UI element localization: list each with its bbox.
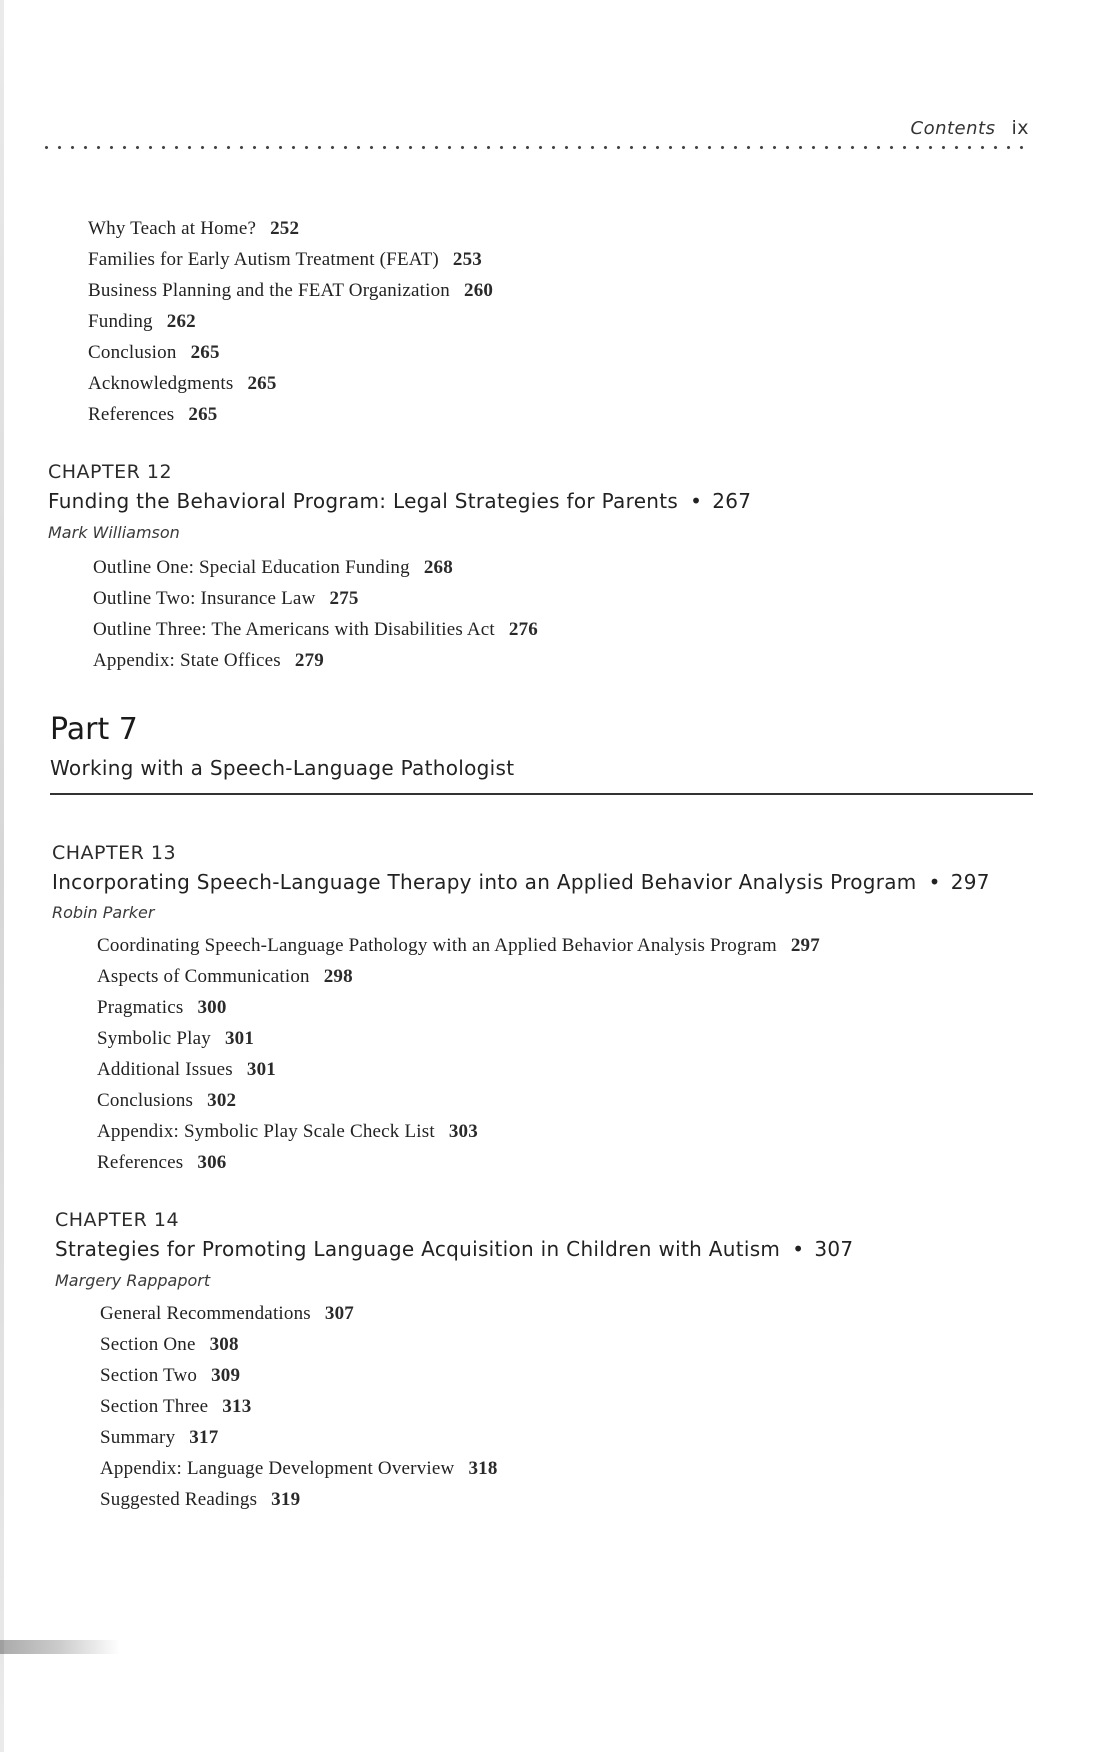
- toc-entry[interactable]: [100, 1396, 251, 1418]
- entry-title: Section Two: [100, 1365, 198, 1386]
- entry-title: Why Teach at Home?: [88, 218, 257, 239]
- entry-title: References: [88, 404, 175, 425]
- toc-entry[interactable]: [97, 1121, 478, 1143]
- entry-page: 300: [197, 997, 227, 1018]
- running-head: [911, 117, 1030, 139]
- toc-entry[interactable]: [93, 619, 538, 641]
- chapter-12-author: Mark Williamson: [48, 523, 180, 542]
- entry-page: 260: [464, 280, 494, 301]
- toc-entry[interactable]: [93, 650, 324, 672]
- entry-page: 303: [448, 1121, 478, 1142]
- toc-entry[interactable]: [100, 1303, 354, 1325]
- entry-title: Conclusion: [88, 342, 177, 363]
- toc-entry[interactable]: [93, 557, 453, 579]
- chapter-14-author: Margery Rappaport: [55, 1271, 211, 1290]
- entry-title: Appendix: Language Development Overview: [100, 1458, 455, 1479]
- chapter-13-title-line[interactable]: [52, 870, 990, 894]
- entry-title: Additional Issues: [97, 1059, 233, 1080]
- entry-page: 319: [271, 1489, 301, 1510]
- entry-page: 265: [188, 404, 218, 425]
- toc-entry[interactable]: [88, 404, 218, 426]
- entry-page: 265: [190, 342, 220, 363]
- toc-entry[interactable]: [88, 280, 493, 302]
- toc-entry[interactable]: [100, 1458, 498, 1480]
- toc-entry[interactable]: [100, 1427, 218, 1449]
- chapter-title-text: Strategies for Promoting Language Acquisition in Children with Autism: [55, 1237, 781, 1261]
- toc-entry[interactable]: [97, 997, 227, 1019]
- toc-entry[interactable]: [97, 935, 820, 957]
- chapter-title-text: Funding the Behavioral Program: Legal Strategies for Parents: [48, 489, 679, 513]
- entry-page: 307: [324, 1303, 355, 1324]
- toc-entry[interactable]: [88, 342, 220, 364]
- entry-title: References: [97, 1152, 184, 1173]
- toc-entry[interactable]: [97, 966, 353, 988]
- entry-title: Pragmatics: [97, 997, 184, 1018]
- page-number: ix: [1011, 117, 1029, 139]
- chapter-title-text: Incorporating Speech-Language Therapy into an Applied Behavior Analysis Program: [52, 870, 917, 894]
- part-divider-rule: [50, 793, 1033, 795]
- entry-title: Summary: [100, 1427, 176, 1448]
- toc-entry[interactable]: [88, 373, 277, 395]
- entry-page: 265: [247, 373, 277, 394]
- toc-entry[interactable]: [88, 311, 196, 333]
- entry-page: 268: [423, 557, 453, 578]
- entry-title: Symbolic Play: [97, 1028, 211, 1049]
- entry-title: Business Planning and the FEAT Organization: [88, 280, 451, 301]
- toc-entry[interactable]: [93, 588, 359, 610]
- entry-page: 318: [468, 1458, 498, 1479]
- entry-page: 275: [329, 588, 359, 609]
- entry-page: 309: [211, 1365, 241, 1386]
- toc-entry[interactable]: [100, 1365, 240, 1387]
- toc-entry[interactable]: [97, 1028, 254, 1050]
- toc-entry[interactable]: [88, 218, 299, 240]
- entry-title: Outline Three: The Americans with Disabilities Act: [93, 619, 495, 640]
- scan-binding-shadow: [0, 1640, 120, 1654]
- toc-entry[interactable]: [100, 1489, 300, 1511]
- part-7-subtitle: Working with a Speech-Language Pathologist: [50, 756, 515, 780]
- chapter-14-label: CHAPTER 14: [55, 1209, 180, 1231]
- entry-page: 298: [323, 966, 353, 987]
- entry-title: Acknowledgments: [88, 373, 234, 394]
- entry-page: 313: [222, 1396, 252, 1417]
- entry-page: 297: [790, 935, 820, 956]
- bullet-separator: •: [792, 1237, 805, 1261]
- dotted-rule: [40, 145, 1029, 150]
- toc-entry[interactable]: [97, 1152, 227, 1174]
- entry-page: 301: [224, 1028, 255, 1049]
- part-7-title: Part 7: [50, 712, 138, 747]
- entry-page: 317: [189, 1427, 219, 1448]
- running-head-label: Contents: [910, 118, 996, 139]
- entry-title: Coordinating Speech-Language Pathology with an Applied Behavior Analysis Program: [97, 935, 777, 956]
- entry-title: Families for Early Autism Treatment (FEAT): [88, 249, 439, 270]
- entry-title: Section Three: [100, 1396, 209, 1417]
- entry-page: 276: [508, 619, 538, 640]
- entry-page: 302: [207, 1090, 237, 1111]
- toc-entry[interactable]: [100, 1334, 239, 1356]
- chapter-page: 267: [712, 489, 752, 513]
- entry-title: Appendix: State Offices: [93, 650, 281, 671]
- chapter-13-author: Robin Parker: [52, 903, 155, 922]
- page-edge-shadow: [0, 0, 4, 1752]
- entry-page: 308: [209, 1334, 239, 1355]
- toc-entry[interactable]: [97, 1059, 276, 1081]
- bullet-separator: •: [928, 870, 941, 894]
- entry-title: Aspects of Communication: [97, 966, 310, 987]
- entry-title: Suggested Readings: [100, 1489, 258, 1510]
- entry-page: 279: [294, 650, 324, 671]
- entry-page: 306: [197, 1152, 227, 1173]
- entry-title: General Recommendations: [100, 1303, 311, 1324]
- entry-title: Section One: [100, 1334, 196, 1355]
- entry-title: Conclusions: [97, 1090, 194, 1111]
- chapter-12-title-line[interactable]: [48, 489, 751, 513]
- chapter-page: 307: [814, 1237, 854, 1261]
- entry-page: 262: [166, 311, 196, 332]
- chapter-13-label: CHAPTER 13: [52, 842, 177, 864]
- entry-title: Appendix: Symbolic Play Scale Check List: [97, 1121, 435, 1142]
- entry-page: 301: [246, 1059, 276, 1080]
- toc-entry[interactable]: [97, 1090, 236, 1112]
- entry-title: Funding: [88, 311, 153, 332]
- entry-title: Outline One: Special Education Funding: [93, 557, 410, 578]
- entry-page: 253: [452, 249, 483, 270]
- chapter-12-label: CHAPTER 12: [48, 461, 173, 483]
- entry-title: Outline Two: Insurance Law: [93, 588, 316, 609]
- chapter-page: 297: [950, 870, 990, 894]
- entry-page: 252: [270, 218, 300, 239]
- chapter-14-title-line[interactable]: [55, 1237, 853, 1261]
- toc-entry[interactable]: [88, 249, 482, 271]
- bullet-separator: •: [690, 489, 703, 513]
